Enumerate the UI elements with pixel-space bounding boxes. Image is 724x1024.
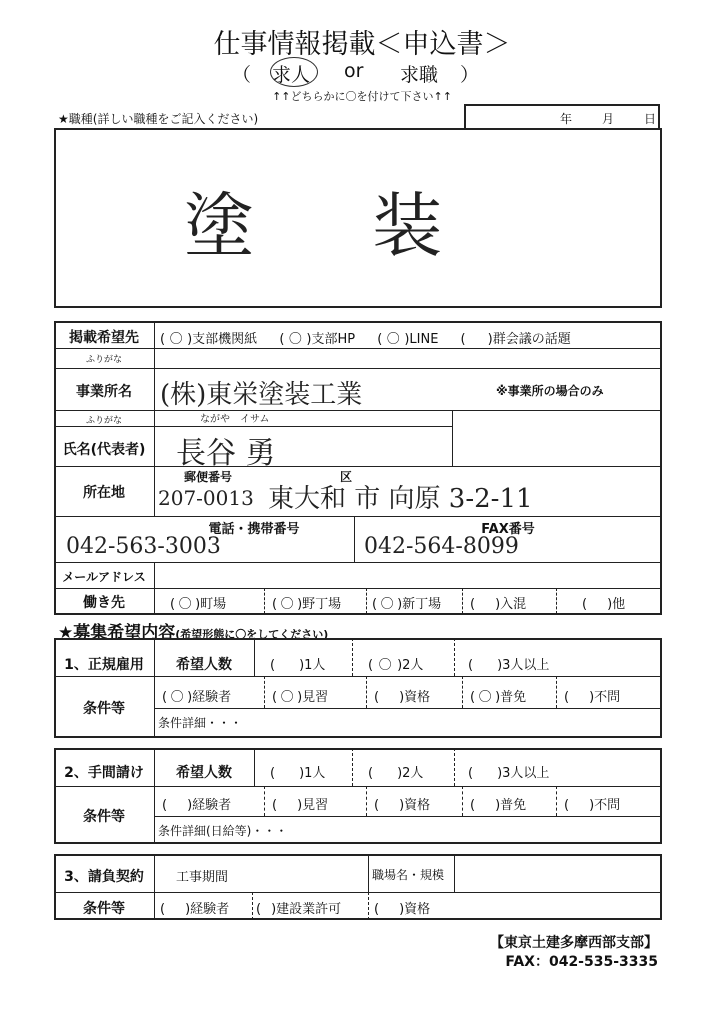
business-label: 事業所名	[76, 384, 132, 400]
footer-org: 【東京土建多摩西部支部】	[490, 935, 658, 951]
phone-label: 電話・携帯番号	[208, 522, 300, 537]
phone-value[interactable]: 042-563-3003	[66, 534, 221, 559]
cond-option[interactable]: ( )不問	[564, 798, 621, 813]
count-label: 希望人数	[176, 765, 232, 781]
count-label: 希望人数	[176, 657, 232, 673]
cond-option[interactable]: ( )資格	[374, 690, 431, 705]
postal-label: 郵便番号	[184, 470, 233, 484]
section-1-title: 1、正規雇用	[64, 657, 144, 673]
cond-option[interactable]: ( )資格	[374, 902, 431, 917]
paren-open: （	[232, 64, 252, 86]
cond-option[interactable]: ( )普免	[470, 798, 527, 813]
form-title: 仕事情報掲載＜申込書＞	[213, 29, 511, 60]
site-label: 職場名・規模	[372, 868, 445, 882]
publish-option[interactable]: ( )群会議の話題	[460, 332, 571, 347]
fax-value[interactable]: 042-564-8099	[364, 534, 519, 559]
instruction-text: ↑↑どちらかに〇を付けて下さい↑↑	[272, 90, 452, 103]
email-label: メールアドレス	[62, 570, 146, 584]
cond-detail[interactable]: 条件詳細・・・	[158, 716, 243, 730]
count-option[interactable]: ( )1人	[270, 658, 326, 673]
cond-option[interactable]: ( 〇 )経験者	[162, 690, 232, 705]
ward-label: 区	[340, 470, 353, 484]
option-job-seek[interactable]: 求職	[400, 64, 439, 86]
publish-option[interactable]: ( 〇 )支部HP	[279, 332, 356, 347]
count-option[interactable]: ( )3人以上	[468, 766, 550, 781]
option-job-offer[interactable]: 求人	[272, 64, 311, 86]
count-option[interactable]: ( 〇 )2人	[368, 658, 424, 673]
publish-option[interactable]: ( 〇 )支部機関紙	[160, 332, 258, 347]
cond-label: 条件等	[83, 809, 125, 825]
workplace-option[interactable]: ( )他	[582, 597, 626, 612]
cond-option[interactable]: ( )見習	[272, 798, 329, 813]
business-name-value[interactable]: (株)東栄塗装工業	[160, 380, 363, 410]
recruit-type-row	[232, 60, 492, 86]
footer-fax: FAX：042-535-3335	[505, 954, 658, 970]
cond-label: 条件等	[83, 701, 125, 717]
cond-option[interactable]: ( )経験者	[160, 902, 230, 917]
business-note: ※事業所の場合のみ	[496, 384, 604, 398]
date-day[interactable]: 日	[644, 112, 657, 126]
workplace-option[interactable]: ( 〇 )新丁場	[372, 597, 442, 612]
publish-option[interactable]: ( 〇 )LINE	[377, 332, 439, 347]
cond-option[interactable]: ( 〇 )普免	[470, 690, 527, 705]
cond-option[interactable]: ( )建設業許可	[256, 902, 342, 917]
recruit-heading: ★募集希望内容(希望形態に〇をしてください)	[58, 623, 329, 643]
furigana-label: ふりがな	[85, 416, 122, 426]
or-text: or	[344, 60, 364, 82]
date-box	[464, 104, 660, 130]
section-3-title: 3、請負契約	[64, 869, 144, 885]
period-label: 工事期間	[176, 870, 229, 885]
date-month[interactable]: 月	[602, 112, 615, 126]
selection-circle-icon	[270, 57, 318, 87]
cond-option[interactable]: ( )経験者	[162, 798, 232, 813]
cond-option[interactable]: ( )資格	[374, 798, 431, 813]
workplace-option[interactable]: ( 〇 )野丁場	[272, 597, 342, 612]
cond-option[interactable]: ( )不問	[564, 690, 621, 705]
fax-label: FAX番号	[481, 522, 535, 537]
workplace-option[interactable]: ( 〇 )町場	[170, 597, 227, 612]
section-2-title: 2、手間請け	[64, 765, 144, 781]
count-option[interactable]: ( )1人	[270, 766, 326, 781]
publish-options	[160, 328, 571, 347]
furigana-label: ふりがな	[85, 355, 122, 365]
job-type-value: 塗 装	[184, 185, 491, 267]
rep-label: 氏名(代表者)	[62, 442, 146, 458]
address-value[interactable]: 東大和 市 向原 3-2-11	[268, 484, 533, 514]
count-option[interactable]: ( )3人以上	[468, 658, 550, 673]
postal-value[interactable]: 207-0013	[158, 486, 254, 510]
job-type-box[interactable]	[54, 128, 662, 308]
paren-close: ）	[460, 64, 480, 86]
workplace-label: 働き先	[83, 595, 125, 611]
rep-furigana-value[interactable]: ながや イサム	[200, 414, 270, 425]
cond-option[interactable]: ( 〇 )見習	[272, 690, 329, 705]
address-label: 所在地	[83, 485, 125, 501]
rep-name-value[interactable]: 長谷 勇	[176, 436, 276, 471]
publish-label: 掲載希望先	[69, 330, 139, 346]
job-type-label: ★職種(詳しい職種をご記入ください)	[58, 112, 259, 126]
cond-detail[interactable]: 条件詳細(日給等)・・・	[158, 824, 288, 838]
date-year[interactable]: 年	[560, 112, 573, 126]
cond-label: 条件等	[83, 901, 125, 917]
count-option[interactable]: ( )2人	[368, 766, 424, 781]
workplace-option[interactable]: ( )入混	[470, 597, 527, 612]
